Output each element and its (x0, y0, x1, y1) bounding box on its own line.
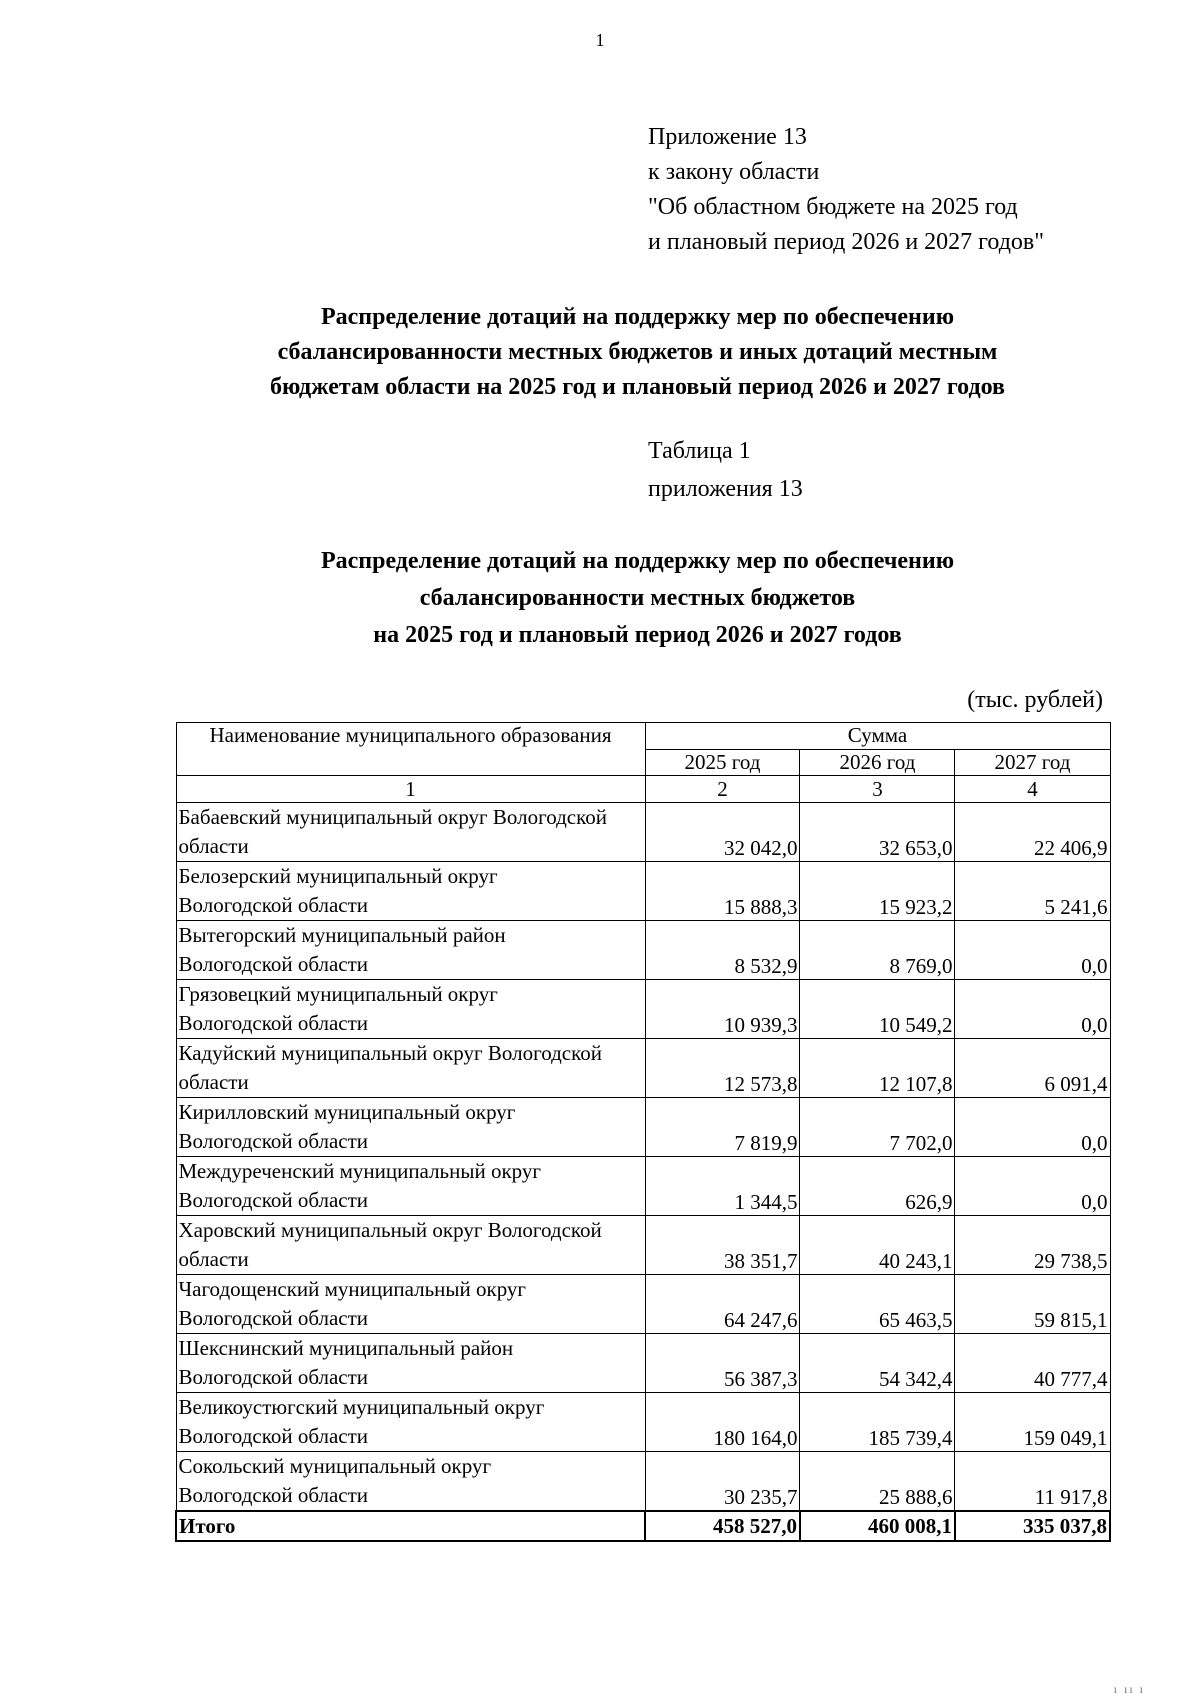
appendix-note-line: и плановый период 2026 и 2027 годов" (648, 229, 1045, 255)
municipality-name (176, 921, 645, 980)
value-2026: 10 549,2 (800, 980, 955, 1039)
table-row (176, 1039, 1110, 1098)
total-2026: 460 008,1 (800, 1511, 955, 1541)
table-title-line: на 2025 год и плановый период 2026 и 2027 годов (373, 622, 902, 648)
value-2027: 59 815,1 (955, 1275, 1110, 1334)
column-number: 3 (800, 776, 955, 803)
appendix-note-line: Приложение 13 (648, 124, 807, 150)
value-2027: 6 091,4 (955, 1039, 1110, 1098)
header-year: 2025 год (645, 749, 800, 776)
municipality-name-line: Вологодской области (178, 1188, 369, 1212)
main-title-line: Распределение дотаций на поддержку мер по обеспечению (320, 304, 955, 330)
municipality-name (176, 862, 645, 921)
municipality-name (176, 1098, 645, 1157)
municipality-name-line: области (178, 1247, 249, 1271)
table-row (176, 1275, 1110, 1334)
column-number: 1 (176, 776, 645, 803)
appendix-note-line: к закону области (648, 159, 820, 185)
municipality-name-line: Чагодощенский муниципальный округ (178, 1277, 527, 1301)
table-title (160, 543, 1115, 654)
appendix-note-line: "Об областном бюджете на 2025 год (648, 194, 1018, 220)
municipality-name (176, 803, 645, 862)
value-2026: 185 739,4 (800, 1393, 955, 1452)
municipality-name-line: Грязовецкий муниципальный округ (178, 982, 498, 1006)
main-title (160, 300, 1115, 405)
municipality-name-line: Харовский муниципальный округ Вологодской (178, 1218, 602, 1242)
value-2025: 180 164,0 (645, 1393, 800, 1452)
municipality-name-line: Вологодской области (178, 1365, 369, 1389)
value-2025: 1 344,5 (645, 1157, 800, 1216)
total-row (176, 1511, 1110, 1541)
municipality-name-line: Вытегорский муниципальный район (178, 923, 506, 947)
scan-marks: ı ıı ı (1113, 1682, 1145, 1696)
total-2027: 335 037,8 (955, 1511, 1110, 1541)
municipality-name-line: Кирилловский муниципальный округ (178, 1100, 516, 1124)
value-2027: 22 406,9 (955, 803, 1110, 862)
value-2025: 56 387,3 (645, 1334, 800, 1393)
table-row (176, 862, 1110, 921)
value-2025: 64 247,6 (645, 1275, 800, 1334)
municipality-name (176, 980, 645, 1039)
municipality-name-line: Вологодской области (178, 1483, 369, 1507)
municipality-name (176, 1334, 645, 1393)
municipality-name (176, 1216, 645, 1275)
subsidy-table (175, 722, 1111, 1542)
value-2027: 0,0 (955, 921, 1110, 980)
value-2026: 15 923,2 (800, 862, 955, 921)
table-row (176, 803, 1110, 862)
value-2027: 11 917,8 (955, 1452, 1110, 1512)
municipality-name-line: Шекснинский муниципальный район (178, 1336, 514, 1360)
table-row (176, 1393, 1110, 1452)
value-2025: 30 235,7 (645, 1452, 800, 1512)
municipality-name-line: Междуреченский муниципальный округ (178, 1159, 541, 1183)
table-note-line: Таблица 1 (648, 438, 751, 464)
table-row (176, 980, 1110, 1039)
municipality-name-line: Кадуйский муниципальный округ Вологодской (178, 1041, 602, 1065)
municipality-name-line: Белозерский муниципальный округ (178, 864, 498, 888)
municipality-name (176, 1452, 645, 1512)
value-2026: 8 769,0 (800, 921, 955, 980)
municipality-name-line: Вологодской области (178, 1011, 369, 1035)
municipality-name (176, 1393, 645, 1452)
municipality-name-line: Вологодской области (178, 952, 369, 976)
value-2027: 0,0 (955, 1157, 1110, 1216)
municipality-name-line: Великоустюгский муниципальный округ (178, 1395, 545, 1419)
municipality-name (176, 1039, 645, 1098)
municipality-name-line: Вологодской области (178, 1129, 369, 1153)
municipality-name-line: Сокольский муниципальный округ (178, 1454, 492, 1478)
total-2025: 458 527,0 (645, 1511, 800, 1541)
table-title-line: Распределение дотаций на поддержку мер по обеспечению (320, 548, 955, 574)
table-row (176, 1334, 1110, 1393)
main-title-line: бюджетам области на 2025 год и плановый период 2026 и 2027 годов (270, 374, 1005, 400)
municipality-name-line: области (178, 1070, 249, 1094)
header-year: 2027 год (955, 749, 1110, 776)
value-2026: 12 107,8 (800, 1039, 955, 1098)
value-2026: 25 888,6 (800, 1452, 955, 1512)
municipality-name-line: Вологодской области (178, 1424, 369, 1448)
municipality-name (176, 1157, 645, 1216)
header-name: Наименование муниципального образования (176, 723, 645, 776)
value-2025: 12 573,8 (645, 1039, 800, 1098)
value-2026: 626,9 (800, 1157, 955, 1216)
value-2027: 5 241,6 (955, 862, 1110, 921)
value-2026: 65 463,5 (800, 1275, 955, 1334)
municipality-name-line: Бабаевский муниципальный округ Вологодской (178, 805, 607, 829)
table-row (176, 1098, 1110, 1157)
municipality-name (176, 1275, 645, 1334)
total-label: Итого (176, 1511, 645, 1541)
value-2025: 15 888,3 (645, 862, 800, 921)
header-sum: Сумма (645, 723, 1110, 750)
value-2027: 0,0 (955, 1098, 1110, 1157)
value-2026: 32 653,0 (800, 803, 955, 862)
main-title-line: сбалансированности местных бюджетов и иных дотаций местным (277, 339, 998, 365)
table-row (176, 1216, 1110, 1275)
column-number: 4 (955, 776, 1110, 803)
column-number: 2 (645, 776, 800, 803)
value-2025: 32 042,0 (645, 803, 800, 862)
value-2025: 7 819,9 (645, 1098, 800, 1157)
municipality-name-line: области (178, 834, 249, 858)
value-2027: 0,0 (955, 980, 1110, 1039)
table-note (648, 432, 803, 508)
municipality-name-line: Вологодской области (178, 1306, 369, 1330)
value-2026: 54 342,4 (800, 1334, 955, 1393)
value-2026: 7 702,0 (800, 1098, 955, 1157)
header-year: 2026 год (800, 749, 955, 776)
value-2027: 159 049,1 (955, 1393, 1110, 1452)
value-2025: 10 939,3 (645, 980, 800, 1039)
units-label: (тыс. рублей) (967, 687, 1103, 713)
page-number: 1 (595, 30, 605, 50)
table-row (176, 921, 1110, 980)
table-title-line: сбалансированности местных бюджетов (419, 585, 856, 611)
table-note-line: приложения 13 (648, 476, 803, 502)
value-2025: 38 351,7 (645, 1216, 800, 1275)
appendix-note (648, 120, 1044, 260)
table-row (176, 1157, 1110, 1216)
table-row (176, 1452, 1110, 1512)
value-2025: 8 532,9 (645, 921, 800, 980)
value-2027: 29 738,5 (955, 1216, 1110, 1275)
municipality-name-line: Вологодской области (178, 893, 369, 917)
value-2026: 40 243,1 (800, 1216, 955, 1275)
value-2027: 40 777,4 (955, 1334, 1110, 1393)
